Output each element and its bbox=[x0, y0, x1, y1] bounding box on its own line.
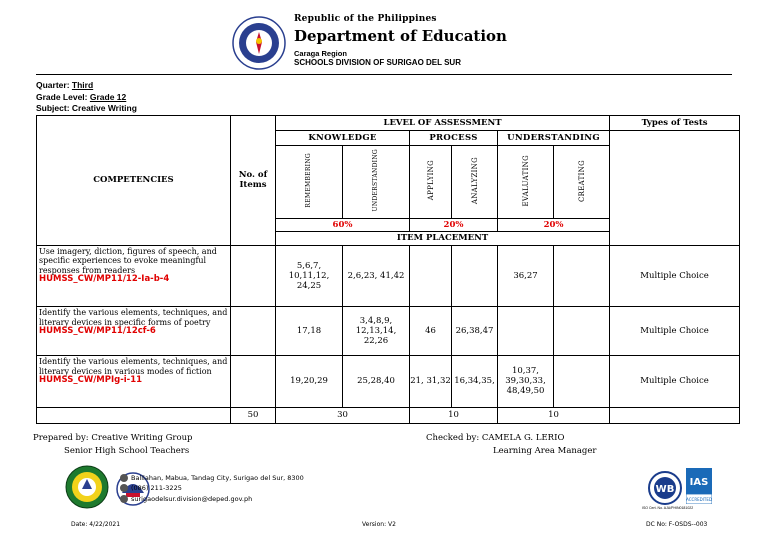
prepared-by bbox=[33, 433, 192, 443]
table-row bbox=[37, 307, 740, 356]
prepared-name: Creative Writing Group bbox=[91, 433, 193, 443]
creating-label: CREATING bbox=[577, 159, 586, 202]
ias-badge-subtext: ACCREDITED bbox=[686, 497, 712, 502]
header-divider bbox=[36, 74, 732, 75]
understanding-cell: 3,4,8,9, 12,13,14, 22,26 bbox=[343, 307, 410, 356]
total-knowledge: 30 bbox=[276, 407, 410, 423]
applying-cell: 21, 31,32 bbox=[410, 356, 452, 407]
understanding-cell: 2,6,23, 41,42 bbox=[343, 245, 410, 306]
creating-cell bbox=[554, 307, 610, 356]
analyzing-cell: 26,38,47 bbox=[452, 307, 498, 356]
document-date: Date: 4/22/2021 bbox=[71, 521, 121, 528]
wb-certification-logo bbox=[646, 470, 684, 506]
understanding-group-header: UNDERSTANDING bbox=[498, 131, 610, 145]
applying-cell: 46 bbox=[410, 307, 452, 356]
creating-cell bbox=[554, 245, 610, 306]
subject-label: Subject: bbox=[36, 103, 70, 113]
remembering-cell: 5,6,7, 10,11,12, 24,25 bbox=[276, 245, 343, 306]
department-title: Department of Education bbox=[294, 27, 507, 45]
checked-name: CAMELA G. LERIO bbox=[481, 433, 565, 443]
quarter-value: Third bbox=[71, 80, 94, 90]
competency-cell bbox=[37, 245, 231, 306]
analyzing-cell: 16,34,35, bbox=[452, 356, 498, 407]
prepared-label: Prepared by: bbox=[33, 433, 89, 443]
applying-cell bbox=[410, 245, 452, 306]
remembering-header bbox=[276, 145, 343, 219]
totals-type-blank bbox=[610, 407, 740, 423]
evaluating-label: EVALUATING bbox=[521, 154, 530, 207]
ias-badge-text: IAS bbox=[689, 477, 709, 488]
knowledge-percent: 60% bbox=[276, 219, 410, 231]
checked-label: Checked by: bbox=[426, 433, 480, 443]
competencies-header: COMPETENCIES bbox=[37, 116, 231, 246]
competency-code: HUMSS_CW/MP11/12-Ia-b-4 bbox=[39, 274, 170, 285]
document-version: Version: V2 bbox=[362, 521, 396, 528]
iso-cert-number: ISO Cert. No. AJA/PHIN0181022 bbox=[642, 506, 694, 510]
no-of-items-cell bbox=[231, 245, 276, 306]
phone-text: (086) 211-3225 bbox=[131, 484, 182, 492]
understanding-header bbox=[343, 145, 410, 219]
republic-line: Republic of the Philippines bbox=[294, 14, 437, 24]
region-line: Caraga Region bbox=[294, 49, 347, 58]
checked-title: Learning Area Manager bbox=[493, 446, 597, 456]
process-header: PROCESS bbox=[410, 131, 498, 145]
competency-text: Use imagery, diction, figures of speech, and specific experiences to evoke meaningful responses from readers bbox=[39, 246, 217, 275]
ias-accredited-logo bbox=[686, 468, 712, 504]
types-of-tests-header: Types of Tests bbox=[610, 116, 740, 131]
evaluating-header bbox=[498, 145, 554, 219]
contact-phone bbox=[120, 484, 182, 492]
competency-text: Identify the various elements, techniques, and literary devices in various modes of fiction bbox=[39, 357, 228, 376]
grade-label: Grade Level: bbox=[36, 92, 88, 102]
remembering-cell: 17,18 bbox=[276, 307, 343, 356]
creating-header bbox=[554, 145, 610, 219]
email-icon bbox=[120, 495, 128, 503]
table-row bbox=[37, 245, 740, 306]
analyzing-cell bbox=[452, 245, 498, 306]
test-type-cell: Multiple Choice bbox=[610, 356, 740, 407]
applying-label: APPLYING bbox=[426, 160, 435, 201]
checked-by bbox=[426, 433, 564, 443]
location-icon bbox=[120, 474, 128, 482]
phone-icon bbox=[120, 484, 128, 492]
email-text: surigaodelsur.division@deped.gov.ph bbox=[131, 495, 253, 503]
process-percent: 20% bbox=[410, 219, 498, 231]
no-of-items-cell bbox=[231, 307, 276, 356]
total-items: 50 bbox=[231, 407, 276, 423]
total-understanding: 10 bbox=[498, 407, 610, 423]
creating-cell bbox=[554, 356, 610, 407]
deped-seal-logo bbox=[232, 16, 286, 70]
types-of-tests-blank bbox=[610, 131, 740, 246]
wb-badge-text: WB bbox=[655, 484, 675, 495]
no-of-items-cell bbox=[231, 356, 276, 407]
totals-blank bbox=[37, 407, 231, 423]
contact-address bbox=[120, 474, 304, 482]
division-seal-logo bbox=[65, 465, 109, 509]
contact-email bbox=[120, 495, 252, 503]
applying-header bbox=[410, 145, 452, 219]
table-row bbox=[37, 356, 740, 407]
grade-value: Grade 12 bbox=[89, 92, 127, 102]
test-type-cell: Multiple Choice bbox=[610, 307, 740, 356]
understanding-percent: 20% bbox=[498, 219, 610, 231]
competency-code: HUMSS_CW/MPIg-i-11 bbox=[39, 375, 143, 386]
evaluating-cell: 36,27 bbox=[498, 245, 554, 306]
analyzing-header bbox=[452, 145, 498, 219]
understanding-label: UNDERSTANDING bbox=[372, 149, 379, 212]
table-of-specifications bbox=[36, 115, 740, 424]
competency-text: Identify the various elements, techniques, and literary devices in specific forms of poetry bbox=[39, 308, 228, 327]
meta-quarter bbox=[36, 80, 93, 90]
evaluating-cell: 10,37, 39,30,33, 48,49,50 bbox=[498, 356, 554, 407]
remembering-label: REMEMBERING bbox=[305, 153, 312, 208]
document-control-number: DC No: F-OSDS--003 bbox=[646, 521, 708, 528]
remembering-cell: 19,20,29 bbox=[276, 356, 343, 407]
evaluating-cell bbox=[498, 307, 554, 356]
prepared-title: Senior High School Teachers bbox=[64, 446, 190, 456]
competency-cell bbox=[37, 356, 231, 407]
address-text: Balilahan, Mabua, Tandag City, Surigao del Sur, 8300 bbox=[131, 474, 304, 482]
level-of-assessment-header: LEVEL OF ASSESSMENT bbox=[276, 116, 610, 131]
quarter-label: Quarter: bbox=[36, 80, 70, 90]
meta-subject bbox=[36, 103, 137, 113]
competency-code: HUMSS_CW/MP11/12cf-6 bbox=[39, 326, 156, 337]
test-type-cell: Multiple Choice bbox=[610, 245, 740, 306]
competency-cell bbox=[37, 307, 231, 356]
analyzing-label: ANALYZING bbox=[470, 156, 479, 205]
total-process: 10 bbox=[410, 407, 498, 423]
division-line: SCHOOLS DIVISION OF SURIGAO DEL SUR bbox=[294, 58, 461, 67]
no-of-items-header: No. of Items bbox=[231, 116, 276, 246]
understanding-cell: 25,28,40 bbox=[343, 356, 410, 407]
subject-value: Creative Writing bbox=[71, 103, 137, 113]
knowledge-header: KNOWLEDGE bbox=[276, 131, 410, 145]
totals-row bbox=[37, 407, 740, 423]
meta-grade-level bbox=[36, 92, 126, 102]
item-placement-header: ITEM PLACEMENT bbox=[276, 231, 610, 245]
